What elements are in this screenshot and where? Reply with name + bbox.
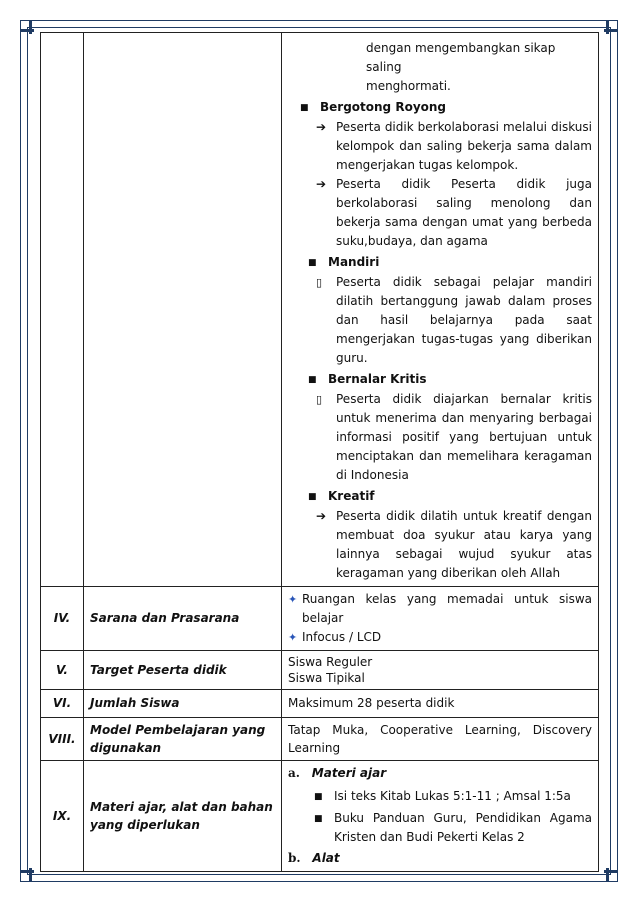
bullet-icon: ■: [300, 103, 309, 113]
label-cell: [84, 33, 282, 587]
section-heading: [288, 370, 592, 390]
section-title: Kreatif: [328, 489, 375, 503]
bullet-icon: ✦: [288, 593, 298, 606]
list-marker: a.: [288, 766, 300, 780]
bullet-icon: ■: [308, 258, 317, 268]
row-label: Jumlah Siswa: [84, 690, 282, 718]
bullet-icon: ✦: [288, 631, 298, 644]
list-marker: b.: [288, 851, 301, 865]
row-content: [282, 761, 599, 872]
row-number: V.: [41, 651, 84, 690]
section-heading: [288, 98, 592, 118]
bullet-icon: ■: [314, 792, 323, 802]
row-content: [282, 587, 599, 651]
text-line: dengan mengembangkan sikap saling: [366, 41, 556, 74]
section-title: Mandiri: [328, 255, 380, 269]
table-row: [41, 690, 599, 718]
list-item: [288, 175, 592, 251]
list-item-text: Peserta didik berkolaborasi melalui diskusi kelompok dan saling bekerja sama dalam mengerjakan tugas kelompok.: [336, 120, 592, 172]
table-row: [41, 761, 599, 872]
row-number: IX.: [41, 761, 84, 872]
section-heading: [288, 253, 592, 273]
text-line: menghormati.: [366, 79, 451, 93]
row-content: Maksimum 28 peserta didik: [282, 690, 599, 718]
row-label: Sarana dan Prasarana: [84, 587, 282, 651]
list-item-text: Peserta didik sebagai pelajar mandiri dilatih bertanggung jawab dalam proses dan hasil belajarnya pada saat mengerjakan tugas-tugas yang diberikan guru.: [336, 275, 592, 365]
subsection-title: Materi ajar: [311, 766, 387, 780]
table-row: [41, 587, 599, 651]
bullet-icon: ■: [314, 814, 323, 824]
row-label: Target Peserta didik: [84, 651, 282, 690]
text-line: Siswa Reguler: [288, 655, 373, 669]
row-label: Materi ajar, alat dan bahan yang diperlukan: [84, 761, 282, 872]
arrow-right-icon: ➔: [316, 120, 327, 134]
table-row: [41, 33, 599, 587]
subsection-title: Alat: [312, 851, 340, 865]
arrow-right-icon: ➔: [316, 177, 327, 191]
row-content: Tatap Muka, Cooperative Learning, Discovery Learning: [282, 718, 599, 761]
section-heading: [288, 487, 592, 507]
corner-ornament: [20, 20, 42, 42]
row-number: VIII.: [41, 718, 84, 761]
list-item: Ruangan kelas yang memadai untuk siswa belajar: [302, 592, 592, 625]
list-item: [288, 507, 592, 583]
section-title: Bergotong Royong: [320, 100, 447, 114]
list-item-text: Peserta didik dilatih untuk kreatif dengan membuat doa syukur atau karya yang lainnya sebagai wujud syukur atas keragaman yang diberikan oleh Allah: [336, 509, 592, 580]
rpp-table: [40, 32, 599, 872]
list-item: [288, 118, 592, 175]
box-icon: ▯: [316, 276, 323, 289]
list-item-text: Peserta didik diajarkan bernalar kritis untuk menerima dan menyaring berbagai informasi positif yang bertujuan untuk menciptakan dan memelihara keragaman di Indonesia: [336, 392, 592, 482]
list-item-text: Peserta didik Peserta didik juga berkolaborasi saling menolong dan bekerja sama dengan umat yang berbeda suku,budaya, dan agama: [336, 177, 592, 248]
box-icon: ▯: [316, 393, 323, 406]
list-item: Isi teks Kitab Lukas 5:1-11 ; Amsal 1:5a: [334, 789, 571, 803]
row-number: VI.: [41, 690, 84, 718]
corner-ornament: [20, 860, 42, 882]
text-line: Siswa Tipikal: [288, 671, 365, 685]
section-title: Bernalar Kritis: [328, 372, 427, 386]
num-cell: [41, 33, 84, 587]
content-cell: [282, 33, 599, 587]
list-item: Buku Panduan Guru, Pendidikan Agama Kristen dan Budi Pekerti Kelas 2: [334, 811, 592, 844]
list-item: [288, 390, 592, 485]
list-item: Infocus / LCD: [302, 630, 382, 644]
corner-ornament: [596, 860, 618, 882]
row-content: [282, 651, 599, 690]
bullet-icon: ■: [308, 492, 317, 502]
list-item: [288, 273, 592, 368]
row-label: Model Pembelajaran yang digunakan: [84, 718, 282, 761]
table-row: [41, 718, 599, 761]
arrow-right-icon: ➔: [316, 509, 327, 523]
bullet-icon: ■: [308, 375, 317, 385]
corner-ornament: [596, 20, 618, 42]
profile-sections: [288, 98, 592, 583]
row-number: IV.: [41, 587, 84, 651]
table-row: [41, 651, 599, 690]
